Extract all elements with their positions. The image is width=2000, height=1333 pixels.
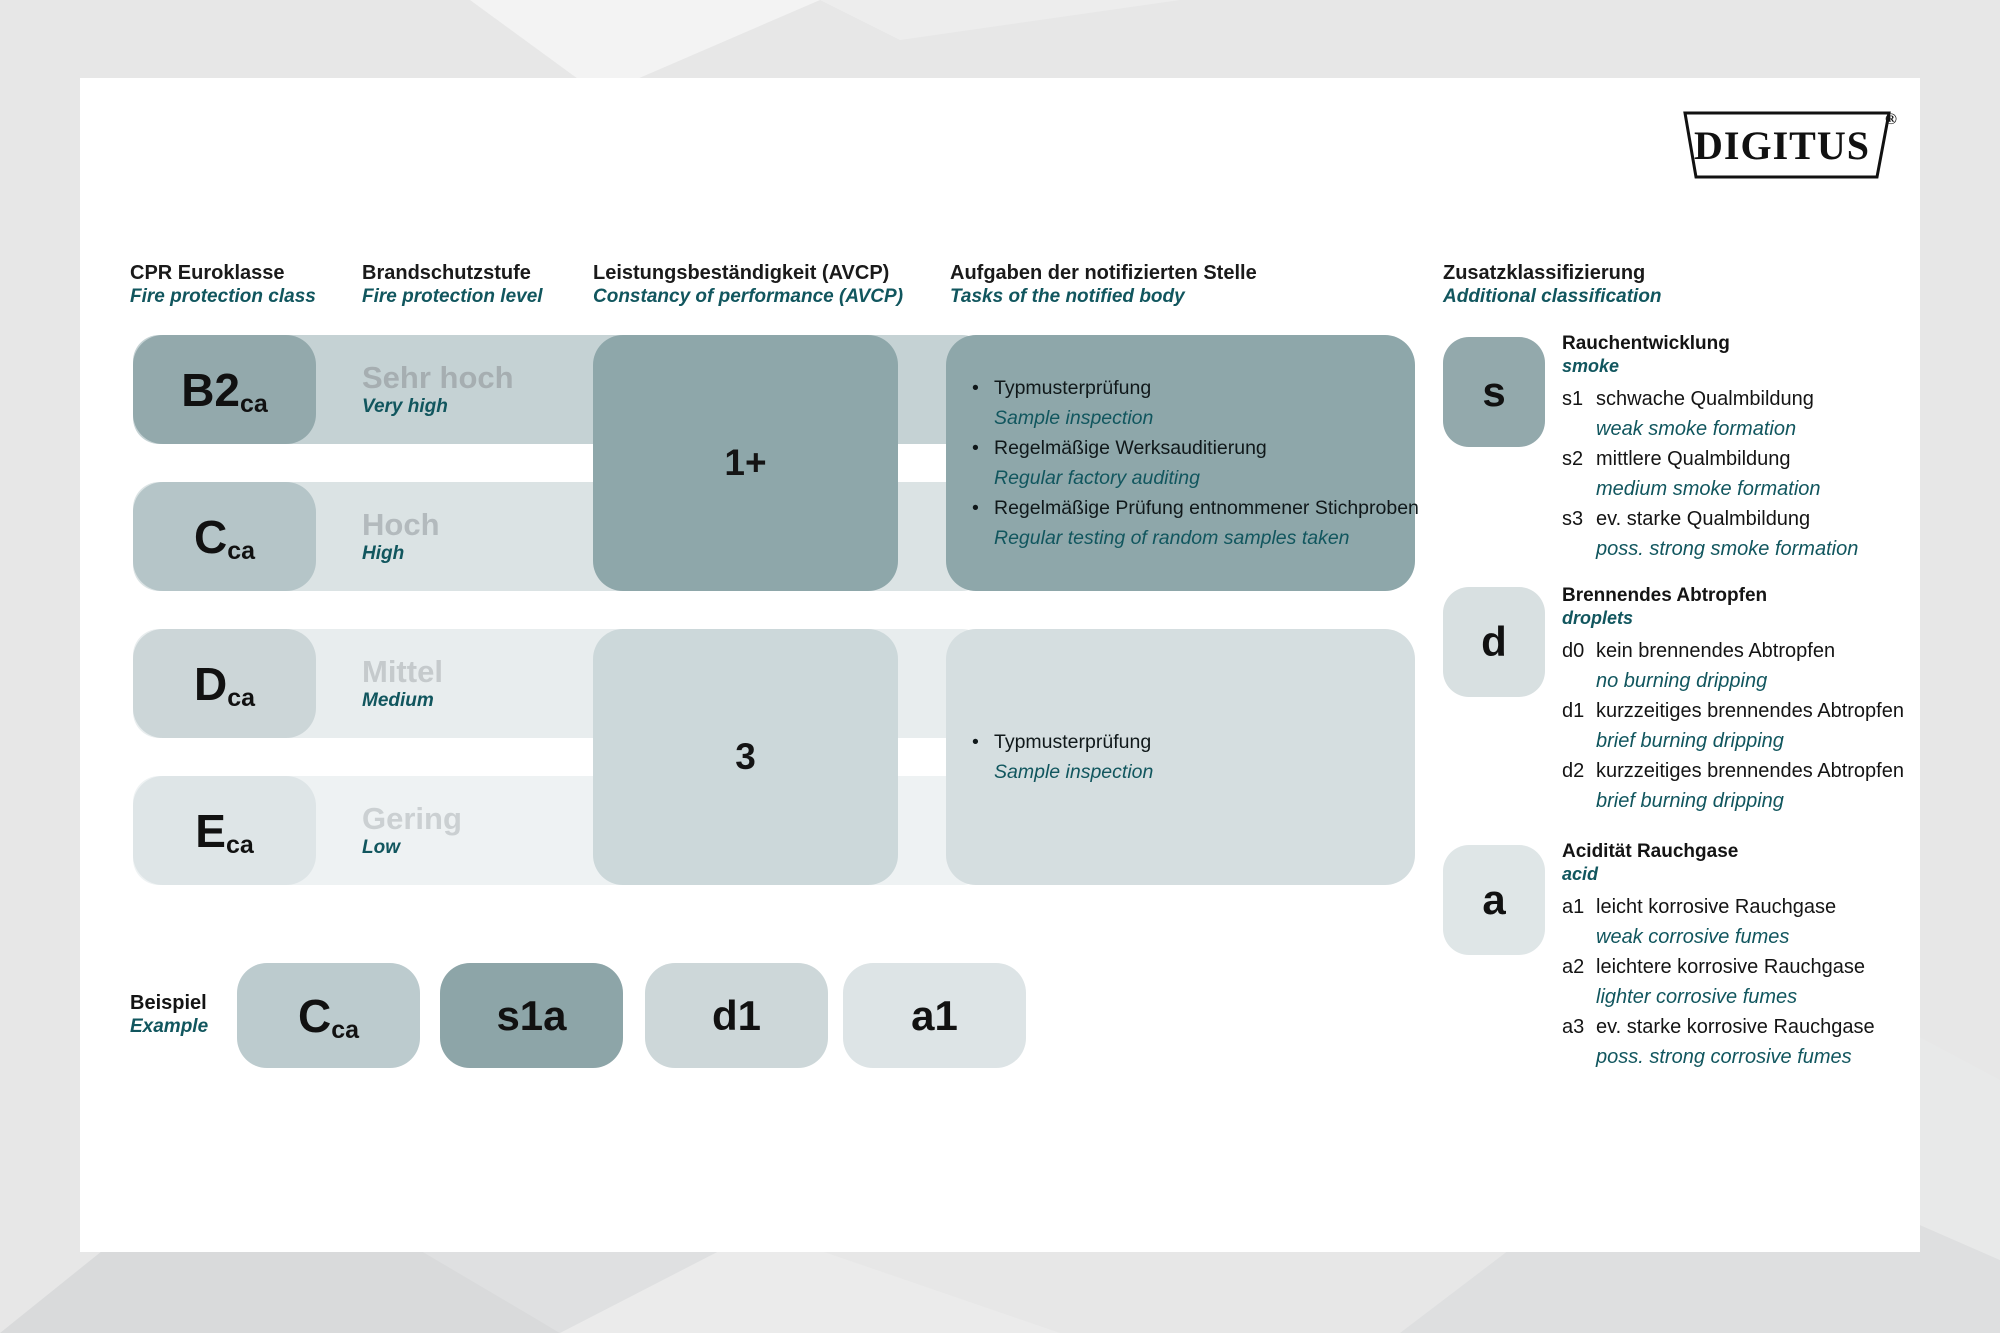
section-acid	[1562, 840, 1972, 1072]
classification-item-de	[1562, 892, 1972, 922]
classification-text-de: mittlere Qualmbildung	[1596, 448, 1791, 470]
level-de: Sehr hoch	[362, 360, 514, 395]
classification-item-en: brief burning dripping	[1596, 790, 1784, 812]
class-badge-eca	[133, 776, 316, 885]
section-title-de: Brennendes Abtropfen	[1562, 585, 1768, 606]
section-title-en: droplets	[1562, 608, 1634, 628]
classification-item-de	[1562, 1012, 1972, 1042]
classification-item-en: weak corrosive fumes	[1596, 926, 1790, 948]
classification-text-de: ev. starke Qualmbildung	[1596, 508, 1811, 530]
digitus-logo	[1683, 109, 1895, 181]
task-item	[972, 493, 1419, 553]
registered-trademark-symbol: ®	[1885, 111, 1897, 128]
badge-droplets: d	[1443, 587, 1545, 697]
classification-text-de: kurzzeitiges brennendes Abtropfen	[1596, 760, 1904, 782]
section-title-de: Acidität Rauchgase	[1562, 841, 1739, 862]
column-subtitle: Constancy of performance (AVCP)	[593, 286, 904, 307]
classification-code: d1	[1562, 700, 1585, 722]
info-card	[80, 78, 1920, 1252]
classification-text-de: ev. starke korrosive Rauchgase	[1596, 1016, 1875, 1038]
example-badge-cca	[237, 963, 420, 1068]
classification-text-de: kein brennendes Abtropfen	[1596, 640, 1836, 662]
class-badge-dca	[133, 629, 316, 738]
column-title: Aufgaben der notifizierten Stelle	[950, 262, 1257, 284]
classification-item-de	[1562, 504, 1972, 534]
classification-item-de	[1562, 444, 1972, 474]
classification-code: s2	[1562, 448, 1584, 470]
class-badge-cca	[133, 482, 316, 591]
class-code-subscript: ca	[225, 831, 254, 859]
tasks-block-group2	[946, 629, 1415, 885]
level-label-low	[362, 776, 462, 885]
column-header-additional-classification	[1443, 262, 1662, 308]
level-de: Hoch	[362, 507, 440, 542]
classification-item-de	[1562, 952, 1972, 982]
badge-acid: a	[1443, 845, 1545, 955]
column-subtitle: Fire protection class	[130, 286, 316, 307]
class-code-subscript: ca	[227, 537, 256, 565]
example-badge-text: d1	[711, 991, 761, 1039]
classification-code: s1	[1562, 388, 1584, 410]
classification-code: s3	[1562, 508, 1584, 530]
avcp-value: 3	[735, 736, 756, 777]
task-text-de: • Typmusterprüfung	[972, 727, 1153, 757]
class-code-subscript: ca	[227, 684, 256, 712]
example-label-de: Beispiel	[130, 992, 207, 1014]
example-badge-text: a1	[911, 991, 958, 1039]
classification-item-de	[1562, 756, 1972, 786]
tasks-list	[946, 373, 1419, 553]
example-label-en: Example	[130, 1016, 209, 1037]
classification-item-en: poss. strong corrosive fumes	[1596, 1046, 1852, 1068]
column-subtitle: Fire protection level	[362, 286, 543, 307]
level-label-medium	[362, 629, 443, 738]
classification-item-de	[1562, 384, 1972, 414]
classification-text-de: leicht korrosive Rauchgase	[1596, 896, 1837, 918]
classification-text-de: kurzzeitiges brennendes Abtropfen	[1596, 700, 1904, 722]
column-subtitle: Tasks of the notified body	[950, 286, 1185, 307]
task-item	[972, 373, 1419, 433]
level-en: Medium	[362, 690, 434, 711]
task-text-de: • Regelmäßige Prüfung entnommener Stichproben	[972, 493, 1419, 523]
classification-item-en: weak smoke formation	[1596, 418, 1797, 440]
classification-item-en: no burning dripping	[1596, 670, 1768, 692]
class-code: D	[193, 657, 228, 710]
classification-code: a1	[1562, 896, 1585, 918]
tasks-block-group1	[946, 335, 1419, 591]
badge-smoke: s	[1443, 337, 1545, 447]
classification-item-de	[1562, 696, 1972, 726]
avcp-block-1plus	[593, 335, 898, 591]
task-item	[972, 727, 1153, 787]
level-en: Very high	[362, 396, 448, 417]
classification-item-en: medium smoke formation	[1596, 478, 1821, 500]
digitus-logo-text: DIGITUS	[1694, 123, 1870, 168]
classification-item-en: poss. strong smoke formation	[1596, 538, 1859, 560]
level-de: Mittel	[362, 654, 443, 689]
level-de: Gering	[362, 801, 462, 836]
level-en: Low	[362, 837, 400, 858]
level-label-high	[362, 482, 440, 591]
example-badge-text: C	[297, 989, 332, 1042]
example-badge-subscript: ca	[331, 1016, 360, 1044]
column-header-fire-protection-class	[130, 262, 316, 308]
classification-item-de	[1562, 636, 1972, 666]
avcp-value: 1+	[724, 442, 767, 483]
column-header-notified-body	[950, 262, 1257, 308]
avcp-block-3	[593, 629, 898, 885]
column-title: Zusatzklassifizierung	[1443, 262, 1646, 284]
example-label	[130, 991, 208, 1039]
classification-code: a2	[1562, 956, 1585, 978]
classification-text-de: schwache Qualmbildung	[1596, 388, 1814, 410]
classification-item-en: lighter corrosive fumes	[1596, 986, 1798, 1008]
example-badge-d1	[645, 963, 828, 1068]
column-subtitle: Additional classification	[1443, 286, 1662, 307]
level-label-very-high	[362, 335, 514, 444]
section-title-en: acid	[1562, 864, 1599, 884]
classification-code: d2	[1562, 760, 1585, 782]
class-code: E	[195, 804, 226, 857]
class-code: B2	[181, 363, 240, 416]
task-item	[972, 433, 1419, 493]
classification-code: a3	[1562, 1016, 1585, 1038]
section-title-en: smoke	[1562, 356, 1620, 376]
task-text-en: Regular factory auditing	[994, 467, 1200, 489]
task-text-en: Sample inspection	[994, 761, 1154, 783]
task-text-de: • Regelmäßige Werksauditierung	[972, 433, 1419, 463]
column-header-fire-protection-level	[362, 262, 543, 308]
level-en: High	[362, 543, 405, 564]
column-title: CPR Euroklasse	[130, 262, 285, 284]
example-badge-a1	[843, 963, 1026, 1068]
classification-text-de: leichtere korrosive Rauchgase	[1596, 956, 1866, 978]
example-badge-s1a	[440, 963, 623, 1068]
task-text-en: Regular testing of random samples taken	[994, 527, 1350, 549]
task-text-en: Sample inspection	[994, 407, 1154, 429]
column-header-avcp	[593, 262, 903, 308]
tasks-list	[946, 727, 1153, 787]
example-badge-text: s1a	[496, 991, 567, 1039]
column-title: Brandschutzstufe	[362, 262, 531, 284]
task-text-de: • Typmusterprüfung	[972, 373, 1419, 403]
section-droplets	[1562, 584, 1972, 816]
classification-item-en: brief burning dripping	[1596, 730, 1784, 752]
classification-code: d0	[1562, 640, 1585, 662]
section-title-de: Rauchentwicklung	[1562, 333, 1730, 354]
class-badge-b2ca	[133, 335, 316, 444]
class-code-subscript: ca	[240, 390, 268, 418]
class-code: C	[193, 510, 228, 563]
section-smoke	[1562, 332, 1972, 564]
column-title: Leistungsbeständigkeit (AVCP)	[593, 262, 890, 284]
